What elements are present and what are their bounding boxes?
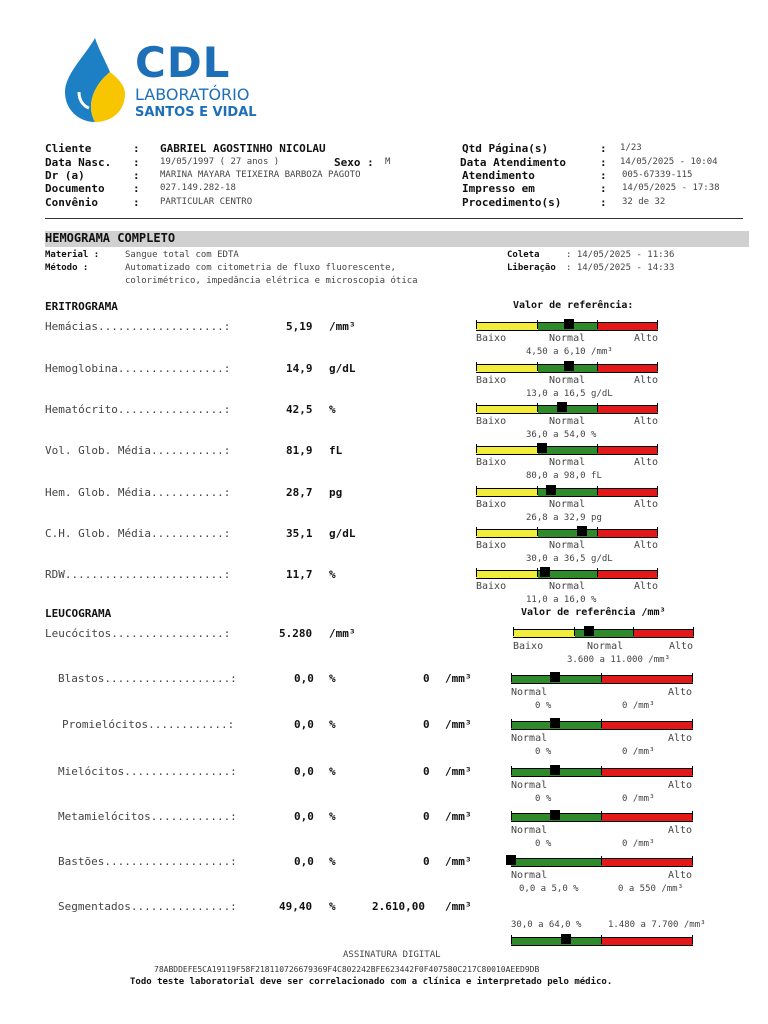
nasc-label: Data Nasc. <box>45 156 112 169</box>
eritro-row-bar-tick <box>537 568 538 577</box>
eritro-row-bar-tick <box>597 568 598 577</box>
metodo-label: Método : <box>45 263 89 273</box>
eritro-row-bar <box>476 405 658 414</box>
eritro-row-bar-tick <box>476 486 477 495</box>
eritro-row-unit: /mm³ <box>329 320 356 333</box>
scale-high-label: Alto <box>668 780 693 791</box>
scale-normal-label: Normal <box>511 780 548 791</box>
eritro-row-value: 35,1 <box>286 527 313 540</box>
eritro-row-bar-marker <box>540 567 550 577</box>
eritro-row-bar-tick <box>657 403 658 412</box>
impresso-label: Impresso em <box>462 182 535 195</box>
logo-text-cdl: CDL <box>135 38 231 87</box>
eritro-row-bar-scale <box>476 570 658 579</box>
colon: : <box>600 182 607 195</box>
leuco-sub-abs-unit: /mm³ <box>445 900 472 913</box>
scale-low-label: Baixo <box>476 375 507 386</box>
eritro-row-ref: 13,0 a 16,5 g/dL <box>526 389 613 399</box>
scale-low-label: Baixo <box>476 540 507 551</box>
atendimento-value: 005-67339-115 <box>622 170 693 180</box>
data-atendimento-label: Data Atendimento <box>460 156 566 169</box>
leuco-row-bar-marker <box>584 626 594 636</box>
leuco-row-bar-tick <box>693 627 694 636</box>
leuco-sub-name: Segmentados...............: <box>58 900 237 913</box>
leuco-sub-bar-segment <box>511 938 602 945</box>
eritro-row-unit: g/dL <box>329 527 356 540</box>
colon: : <box>133 196 140 209</box>
eritro-row-ref: 80,0 a 98,0 fL <box>526 471 602 481</box>
leuco-sub-ref-abs: 1.480 a 7.700 /mm³ <box>608 920 706 930</box>
eritro-row-bar-tick <box>537 403 538 412</box>
leuco-sub-bar-tick <box>692 766 693 775</box>
leuco-sub-pct: 0,0 <box>294 810 314 823</box>
logo-drop-icon <box>55 34 135 124</box>
eritro-row-bar-tick <box>657 568 658 577</box>
eritro-row-bar-segment <box>598 571 658 578</box>
leuco-sub-pct: 0,0 <box>294 672 314 685</box>
lab-logo <box>55 32 275 132</box>
leuco-sub-bar-tick <box>692 719 693 728</box>
leuco-sub-bar-scale <box>511 675 693 684</box>
eritro-row-bar <box>476 322 658 331</box>
leuco-sub-name: Mielócitos................: <box>58 765 237 778</box>
scale-high-label: Alto <box>634 457 659 468</box>
leuco-row-name: Leucócitos.................: <box>45 627 231 640</box>
leuco-sub-bar-tick <box>601 856 602 865</box>
eritro-row-bar-segment <box>476 571 538 578</box>
eritro-row-bar-segment <box>476 406 538 413</box>
leuco-sub-pct: 0,0 <box>294 765 314 778</box>
scale-normal-label: Normal <box>549 416 586 427</box>
eritro-row-name: Hemoglobina................: <box>45 362 231 375</box>
leuco-sub-abs: 0 <box>423 718 430 731</box>
eritrograma-ref-title: Valor de referência: <box>513 300 634 311</box>
leuco-sub-bar-tick <box>511 766 512 775</box>
colon: : <box>600 196 607 209</box>
leuco-sub-bar-tick <box>692 811 693 820</box>
eritrograma-title: ERITROGRAMA <box>45 300 118 313</box>
leuco-sub-abs: 2.610,00 <box>372 900 425 913</box>
eritro-row-bar-segment <box>598 447 658 454</box>
leuco-sub-bar-scale <box>511 858 693 867</box>
leuco-sub-ref-abs: 0 a 550 /mm³ <box>618 884 684 894</box>
procedimento-value: 32 de 32 <box>622 197 666 207</box>
scale-high-label: Alto <box>634 416 659 427</box>
leuco-sub-ref-pct: 0 % <box>535 839 552 849</box>
eritro-row-bar-tick <box>537 486 538 495</box>
eritro-row-bar-scale <box>476 446 658 455</box>
leuco-sub-bar-marker <box>550 765 560 775</box>
eritro-row-ref: 26,8 a 32,9 pg <box>526 513 602 523</box>
colon: : <box>600 142 607 155</box>
leuco-sub-bar-marker <box>550 718 560 728</box>
eritro-row-unit: pg <box>329 486 343 499</box>
cliente-label: Cliente <box>45 142 92 155</box>
eritro-row-bar-segment <box>476 323 538 330</box>
doc-label: Documento <box>45 182 105 195</box>
logo-text-lab: LABORATÓRIO <box>135 85 250 104</box>
eritro-row-name: C.H. Glob. Média...........: <box>45 527 231 540</box>
leuco-sub-name: Promielócitos............: <box>62 718 235 731</box>
scale-normal-label: Normal <box>549 581 586 592</box>
eritro-row-bar-marker <box>537 443 547 453</box>
scale-low-label: Baixo <box>476 457 507 468</box>
leuco-sub-ref-abs: 0 /mm³ <box>622 794 655 804</box>
eritro-row-bar-tick <box>537 527 538 536</box>
leuco-sub-pct-unit: % <box>329 810 336 823</box>
leuco-sub-bar-scale <box>511 768 693 777</box>
conv-label: Convênio <box>45 196 98 209</box>
doc-value: 027.149.282-18 <box>160 183 236 193</box>
eritro-row-bar <box>476 529 658 538</box>
leuco-sub-bar-tick <box>692 935 693 944</box>
coleta-label: Coleta <box>507 250 540 260</box>
eritro-row-unit: g/dL <box>329 362 356 375</box>
eritro-row-bar-marker <box>546 485 556 495</box>
leuco-sub-pct-unit: % <box>329 765 336 778</box>
leuco-sub-pct-unit: % <box>329 900 336 913</box>
leuco-row-bar-tick <box>513 627 514 636</box>
leuco-sub-bar-tick <box>511 811 512 820</box>
signature-hash: 78ABDDEFE5CA19119F58F218110726679369F4C802242BFE623442F0F407580C217C80010AEED9DB <box>154 965 540 974</box>
leuco-sub-bar-tick <box>601 719 602 728</box>
leuco-sub-ref-abs: 0 /mm³ <box>622 839 655 849</box>
scale-high-label: Alto <box>669 641 694 652</box>
eritro-row-bar-tick <box>597 403 598 412</box>
colon: : <box>133 142 140 155</box>
eritro-row-bar-tick <box>537 362 538 371</box>
leuco-sub-bar <box>511 768 693 777</box>
eritro-row-bar-segment <box>598 365 658 372</box>
leucograma-ref-title: Valor de referência /mm³ <box>521 607 666 618</box>
leuco-sub-abs: 0 <box>423 765 430 778</box>
eritro-row-bar-marker <box>564 361 574 371</box>
leuco-sub-pct-unit: % <box>329 718 336 731</box>
eritro-row-value: 11,7 <box>286 568 313 581</box>
leuco-sub-ref-abs: 0 /mm³ <box>622 747 655 757</box>
eritro-row-bar-tick <box>597 486 598 495</box>
eritro-row-bar <box>476 364 658 373</box>
material-label: Material : <box>45 250 100 260</box>
leuco-sub-name: Blastos...................: <box>58 672 237 685</box>
eritro-row-bar <box>476 446 658 455</box>
leuco-row-bar-segment <box>513 630 575 637</box>
procedimento-label: Procedimento(s) <box>462 196 562 209</box>
scale-low-label: Baixo <box>476 499 507 510</box>
scale-high-label: Alto <box>634 375 659 386</box>
footer-note: Todo teste laboratorial deve ser correlacionado com a clínica e interpretado pelo médico. <box>130 977 613 987</box>
leuco-sub-pct-unit: % <box>329 855 336 868</box>
leuco-sub-bar-segment <box>602 814 693 821</box>
leuco-sub-bar-marker <box>550 672 560 682</box>
leuco-sub-bar-tick <box>692 673 693 682</box>
eritro-row-value: 14,9 <box>286 362 313 375</box>
leuco-sub-bar-tick <box>601 811 602 820</box>
leuco-sub-ref-pct: 0,0 a 5,0 % <box>519 884 579 894</box>
leuco-sub-bar <box>511 675 693 684</box>
leuco-sub-bar-tick <box>601 766 602 775</box>
colon: : <box>133 182 140 195</box>
leuco-sub-ref-pct: 30,0 a 64,0 % <box>511 920 582 930</box>
leuco-row-bar-tick <box>633 627 634 636</box>
scale-normal-label: Normal <box>511 733 548 744</box>
leuco-sub-pct: 0,0 <box>294 855 314 868</box>
scale-low-label: Baixo <box>476 333 507 344</box>
scale-low-label: Baixo <box>513 641 544 652</box>
scale-high-label: Alto <box>634 333 659 344</box>
scale-high-label: Alto <box>668 687 693 698</box>
nasc-value: 19/05/1997 ( 27 anos ) <box>160 157 280 167</box>
scale-normal-label: Normal <box>549 375 586 386</box>
eritro-row-bar-tick <box>476 320 477 329</box>
scale-normal-label: Normal <box>549 540 586 551</box>
leuco-row-bar-segment <box>634 630 694 637</box>
leuco-sub-abs-unit: /mm³ <box>445 765 472 778</box>
dr-label: Dr (a) <box>45 169 85 182</box>
colon: : <box>133 169 140 182</box>
eritro-row-unit: fL <box>329 444 343 457</box>
impresso-value: 14/05/2025 - 17:38 <box>622 183 720 193</box>
scale-normal-label: Normal <box>511 870 548 881</box>
colon: : <box>133 156 140 169</box>
eritro-row-bar-tick <box>657 320 658 329</box>
leuco-sub-bar-tick <box>511 719 512 728</box>
leuco-sub-bar-marker <box>561 934 571 944</box>
leuco-sub-name: Metamielócitos............: <box>58 810 237 823</box>
conv-value: PARTICULAR CENTRO <box>160 197 253 207</box>
leuco-sub-bar-segment <box>602 859 693 866</box>
eritro-row-bar-segment <box>476 530 538 537</box>
eritro-row-bar-tick <box>657 527 658 536</box>
eritro-row-bar-tick <box>597 527 598 536</box>
eritro-row-name: Hematócrito................: <box>45 403 231 416</box>
leuco-sub-abs-unit: /mm³ <box>445 718 472 731</box>
leuco-sub-abs: 0 <box>423 672 430 685</box>
eritro-row-bar-marker <box>564 319 574 329</box>
eritro-row-value: 5,19 <box>286 320 313 333</box>
scale-high-label: Alto <box>668 733 693 744</box>
leuco-row-bar-tick <box>574 627 575 636</box>
eritro-row-bar-tick <box>657 362 658 371</box>
leuco-sub-bar-scale <box>511 937 693 946</box>
eritro-row-bar-scale <box>476 405 658 414</box>
eritro-row-bar-marker <box>577 526 587 536</box>
eritro-row-bar-tick <box>476 362 477 371</box>
eritro-row-ref: 30,0 a 36,5 g/dL <box>526 554 613 564</box>
scale-normal-label: Normal <box>511 825 548 836</box>
eritro-row-bar-segment <box>476 365 538 372</box>
leuco-sub-bar-segment <box>602 722 693 729</box>
eritro-row-ref: 11,0 a 16,0 % <box>526 595 597 605</box>
leuco-sub-abs-unit: /mm³ <box>445 672 472 685</box>
leuco-sub-bar-tick <box>601 935 602 944</box>
eritro-row-name: RDW........................: <box>45 568 231 581</box>
leuco-row-bar <box>513 629 694 638</box>
eritro-row-bar-tick <box>657 486 658 495</box>
eritro-row-value: 81,9 <box>286 444 313 457</box>
leuco-sub-ref-pct: 0 % <box>535 701 552 711</box>
exam-title: HEMOGRAMA COMPLETO <box>45 231 176 245</box>
leuco-sub-bar-tick <box>511 935 512 944</box>
leuco-sub-bar <box>511 813 693 822</box>
leuco-sub-pct: 0,0 <box>294 718 314 731</box>
eritro-row-bar-tick <box>597 444 598 453</box>
leuco-sub-abs: 0 <box>423 855 430 868</box>
leuco-sub-bar <box>511 721 693 730</box>
leuco-sub-bar <box>511 858 693 867</box>
eritro-row-bar-marker <box>557 402 567 412</box>
eritro-row-bar-segment <box>598 406 658 413</box>
leuco-sub-bar-segment <box>511 859 602 866</box>
metodo-value-2: colorimétrico, impedância elétrica e microscopia ótica <box>125 276 418 286</box>
eritro-row-name: Hem. Glob. Média...........: <box>45 486 231 499</box>
leuco-sub-ref-pct: 0 % <box>535 747 552 757</box>
qtd-label: Qtd Página(s) <box>462 142 549 155</box>
eritro-row-ref: 36,0 a 54,0 % <box>526 430 597 440</box>
scale-high-label: Alto <box>634 499 659 510</box>
leuco-sub-bar-tick <box>511 673 512 682</box>
scale-normal-label: Normal <box>549 333 586 344</box>
eritro-row-bar-tick <box>597 362 598 371</box>
eritro-row-bar <box>476 570 658 579</box>
eritro-row-bar-segment <box>538 530 598 537</box>
leuco-sub-bar-scale <box>511 721 693 730</box>
leuco-sub-abs-unit: /mm³ <box>445 855 472 868</box>
scale-high-label: Alto <box>634 581 659 592</box>
scale-high-label: Alto <box>668 825 693 836</box>
leuco-sub-ref-abs: 0 /mm³ <box>622 701 655 711</box>
leuco-row-ref: 3.600 a 11.000 /mm³ <box>567 655 670 665</box>
dr-value: MARINA MAYARA TEIXEIRA BARBOZA PAGOTO <box>160 170 361 180</box>
scale-low-label: Baixo <box>476 581 507 592</box>
eritro-row-bar-segment <box>476 489 538 496</box>
scale-high-label: Alto <box>634 540 659 551</box>
scale-normal-label: Normal <box>587 641 624 652</box>
eritro-row-bar-segment <box>598 530 658 537</box>
eritro-row-bar-tick <box>476 403 477 412</box>
sexo-label: Sexo : <box>334 156 374 169</box>
eritro-row-name: Hemácias...................: <box>45 320 231 333</box>
eritro-row-bar-segment <box>538 406 598 413</box>
signature-label: ASSINATURA DIGITAL <box>343 950 441 960</box>
leuco-sub-bar-marker <box>506 855 516 865</box>
scale-normal-label: Normal <box>549 457 586 468</box>
material-value: Sangue total com EDTA <box>125 250 239 260</box>
leuco-sub-bar-segment <box>602 938 693 945</box>
leucograma-title: LEUCOGRAMA <box>45 607 112 620</box>
leuco-row-unit: /mm³ <box>329 627 356 640</box>
leuco-sub-bar-scale <box>511 813 693 822</box>
scale-normal-label: Normal <box>511 687 548 698</box>
leuco-row-bar-scale <box>513 629 694 638</box>
qtd-value: 1/23 <box>620 143 642 153</box>
metodo-value-1: Automatizado com citometria de fluxo fluorescente, <box>125 263 396 273</box>
eritro-row-bar-segment <box>598 323 658 330</box>
eritro-row-name: Vol. Glob. Média...........: <box>45 444 231 457</box>
eritro-row-value: 28,7 <box>286 486 313 499</box>
cliente-value: GABRIEL AGOSTINHO NICOLAU <box>160 142 326 155</box>
logo-text-sv: SANTOS E VIDAL <box>135 105 257 120</box>
leuco-sub-bar-segment <box>602 769 693 776</box>
coleta-value: : 14/05/2025 - 11:36 <box>566 250 675 260</box>
eritro-row-unit: % <box>329 568 336 581</box>
leuco-sub-name: Bastões...................: <box>58 855 237 868</box>
eritro-row-value: 42,5 <box>286 403 313 416</box>
leuco-sub-ref-pct: 0 % <box>535 794 552 804</box>
eritro-row-bar-tick <box>657 444 658 453</box>
leuco-row-value: 5.280 <box>279 627 313 640</box>
leuco-sub-abs: 0 <box>423 810 430 823</box>
eritro-row-bar-tick <box>476 527 477 536</box>
eritro-row-bar-tick <box>476 444 477 453</box>
eritro-row-bar-scale <box>476 529 658 538</box>
header-divider <box>45 218 743 219</box>
eritro-row-bar-tick <box>537 320 538 329</box>
leuco-sub-pct-unit: % <box>329 672 336 685</box>
eritro-row-bar-tick <box>476 568 477 577</box>
colon: : <box>600 156 607 169</box>
eritro-row-bar-segment <box>476 447 538 454</box>
leuco-sub-pct: 49,40 <box>279 900 313 913</box>
leuco-sub-bar-tick <box>601 673 602 682</box>
leuco-sub-abs-unit: /mm³ <box>445 810 472 823</box>
atendimento-label: Atendimento <box>462 169 535 182</box>
eritro-row-bar-scale <box>476 488 658 497</box>
leuco-sub-bar-segment <box>602 676 693 683</box>
liberacao-value: : 14/05/2025 - 14:33 <box>566 263 675 273</box>
leuco-sub-bar-marker <box>550 810 560 820</box>
colon: : <box>600 169 607 182</box>
eritro-row-bar-tick <box>597 320 598 329</box>
eritro-row-bar-segment <box>598 489 658 496</box>
sexo-value: M <box>385 157 391 167</box>
scale-low-label: Baixo <box>476 416 507 427</box>
leuco-sub-bar <box>511 937 693 946</box>
scale-normal-label: Normal <box>549 499 586 510</box>
eritro-row-ref: 4,50 a 6,10 /mm³ <box>526 347 613 357</box>
data-atendimento-value: 14/05/2025 - 10:04 <box>620 157 718 167</box>
eritro-row-bar <box>476 488 658 497</box>
liberacao-label: Liberação <box>507 263 556 273</box>
leuco-sub-bar-tick <box>692 856 693 865</box>
scale-high-label: Alto <box>668 870 693 881</box>
eritro-row-unit: % <box>329 403 336 416</box>
